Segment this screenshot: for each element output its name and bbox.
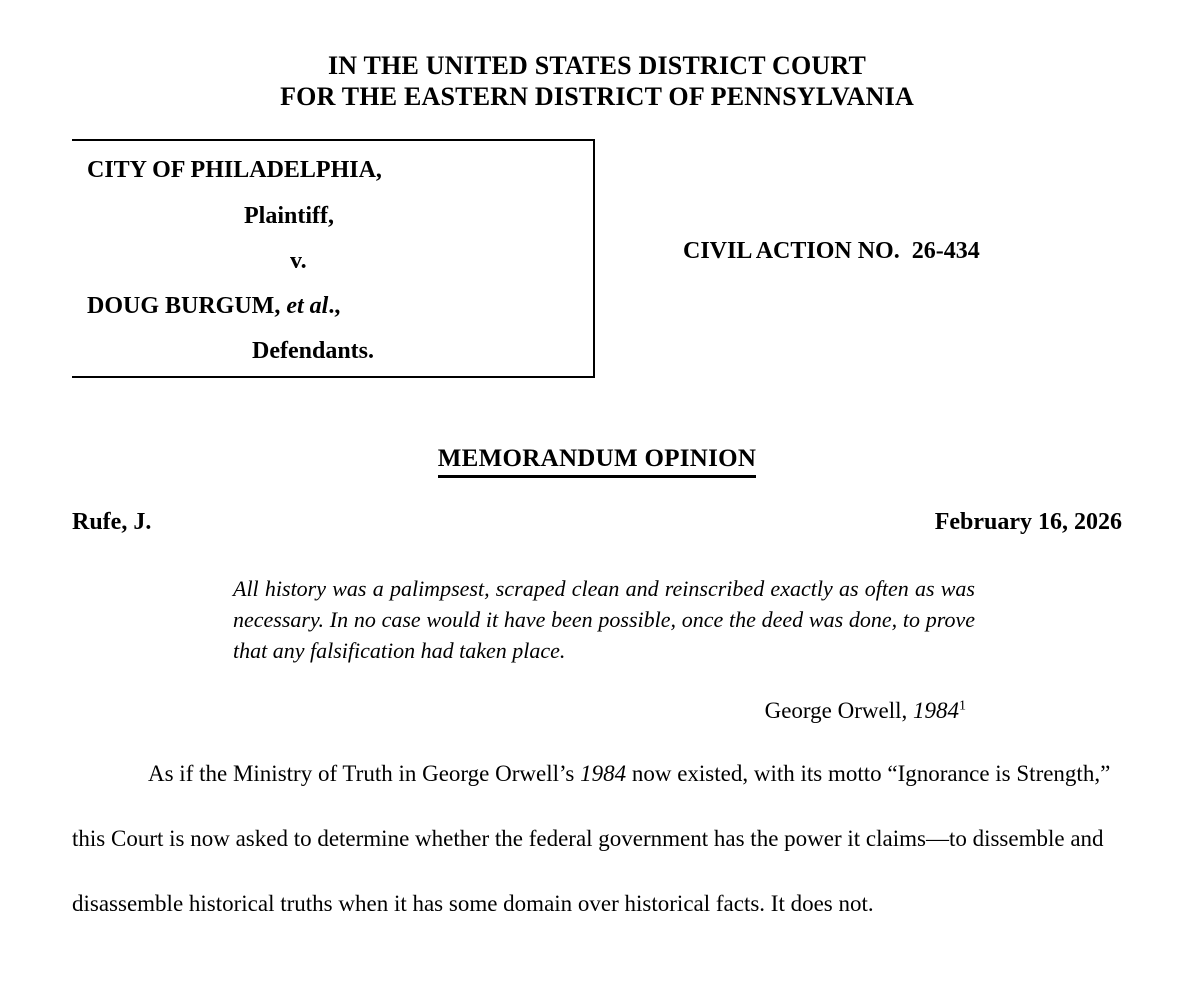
epigraph-quote: All history was a palimpsest, scraped clean and reinscribed exactly as often as was necessary. In no case would it have been possible, once the deed was done, to prove that any falsification had taken place. (233, 576, 975, 663)
body-segment-1984: 1984 (580, 761, 627, 786)
body-segment-2: now existed, with its motto “Ignorance is Strength,” this Court is now asked to determine whether the federal government has the power it claims—to dissemble and disassemble historical truths when it has some domain over historical facts. It does not. (72, 761, 1111, 916)
court-name-line2: FOR THE EASTERN DISTRICT OF PENNSYLVANIA (280, 82, 914, 111)
versus-label: v. (290, 248, 307, 274)
opinion-date: February 16, 2026 (934, 509, 1122, 535)
plaintiff-role-label: Plaintiff, (244, 203, 334, 229)
footnote-marker: 1 (959, 698, 966, 714)
quote-attribution-author: George Orwell, (764, 698, 913, 723)
memorandum-title-row (72, 445, 1122, 478)
court-header (72, 50, 1122, 112)
defendant-name-prefix: DOUG BURGUM, (87, 293, 287, 319)
memorandum-title: MEMORANDUM OPINION (438, 445, 757, 478)
judge-name: Rufe, J. (72, 509, 152, 535)
case-caption-box (72, 139, 595, 378)
defendant-name-etal: et al (286, 293, 329, 319)
civil-action-number: CIVIL ACTION NO. 26-434 (683, 238, 980, 264)
opinion-body-paragraph (72, 741, 1122, 936)
quote-attribution (233, 698, 966, 724)
plaintiff-name: CITY OF PHILADELPHIA, (87, 157, 382, 183)
defendant-name (87, 293, 340, 320)
body-segment-1: As if the Ministry of Truth in George Orwell’s (148, 761, 581, 786)
judge-date-row (72, 509, 1122, 536)
defendant-role-label: Defendants. (252, 338, 375, 364)
defendant-name-suffix: ., (328, 293, 341, 319)
court-name-line1: IN THE UNITED STATES DISTRICT COURT (327, 51, 867, 80)
quote-attribution-work: 1984 (913, 698, 959, 723)
